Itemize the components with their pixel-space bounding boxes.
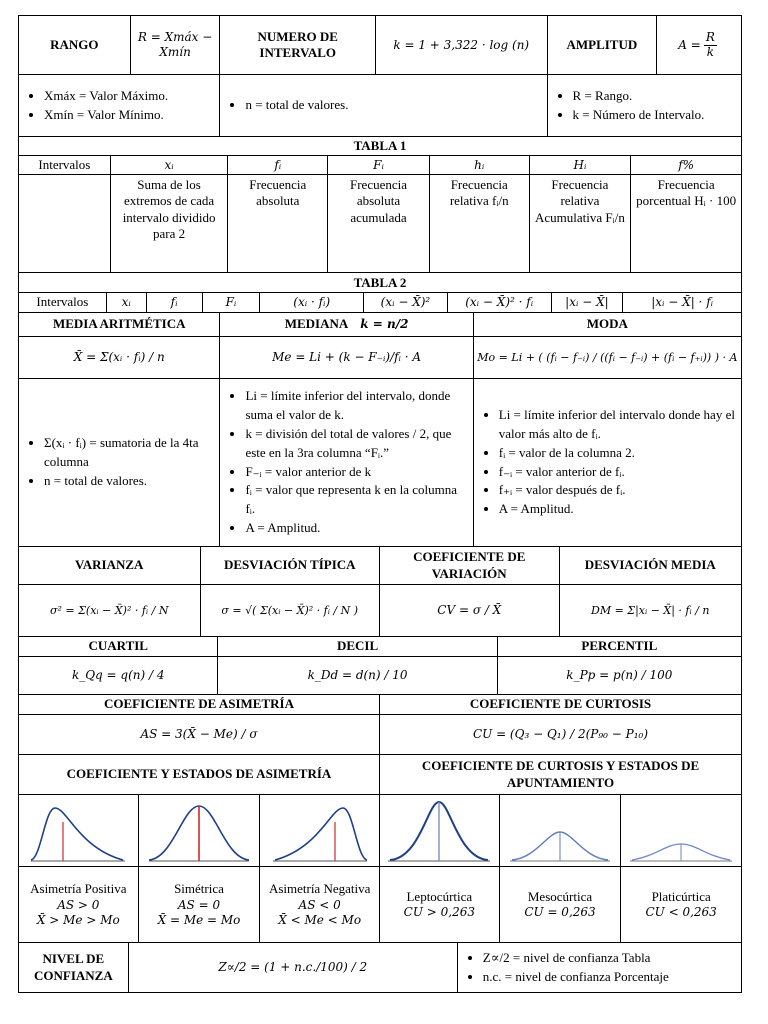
desviacion-formula: σ = √( Σ(xᵢ − X̄)² · fᵢ / N ) [201, 585, 381, 636]
dispersion-formula-row [18, 585, 742, 637]
desviacion-label: DESVIACIÓN TÍPICA [201, 547, 381, 584]
t1-d-fpct: Frecuencia porcentual Hᵢ · 100 [636, 177, 737, 209]
moda-label: MODA [586, 316, 628, 332]
curve-simetrica [139, 795, 261, 866]
confianza-def-2: • n.c. = nivel de confianza Porcentaje [483, 968, 669, 987]
central-title-row [18, 313, 742, 337]
moda-def-3: • f₋ᵢ = valor anterior de fᵢ. [499, 463, 738, 482]
decil-formula: k_Dd = d(n) / 10 [218, 657, 497, 694]
central-defs-row [18, 379, 742, 547]
asimetria-formula: AS = 3(X̄ − Me) / σ [19, 715, 380, 754]
posicion-formula-row [18, 657, 742, 695]
estados-curt-label: COEFICIENTE DE CURTOSIS Y ESTADOS DE APUNTAMIENTO [421, 758, 700, 790]
curves-row [18, 795, 742, 867]
mediana-label-cell [220, 313, 473, 336]
t1-h-hi: hᵢ [430, 156, 530, 174]
t2-h-absdesvfi: |xᵢ − X̄| · fᵢ [651, 295, 714, 309]
curve-positiva [19, 795, 139, 866]
intervalo-label: NUMERO DE INTERVALO [220, 16, 376, 74]
varianza-formula: σ² = Σ(xᵢ − X̄)² · fᵢ / N [19, 585, 201, 636]
mediana-def-3: • F₋ᵢ = valor anterior de k [245, 463, 469, 482]
moda-def-1: • Li = límite inferior del intervalo donde hay el valor más alto de fᵢ. [499, 406, 738, 444]
estado-4-cond1: CU = 0,263 [524, 905, 596, 920]
defs-row [18, 75, 742, 137]
t1-h-Fi: Fᵢ [328, 156, 430, 174]
rango-defs [19, 75, 220, 136]
mediana-label: MEDIANA [284, 316, 349, 332]
amplitud-fraction [704, 31, 717, 58]
t1-h-intervalos: Intervalos [19, 156, 111, 174]
mediana-formula: Me = Li + (k − F₋ᵢ)/fᵢ · A [220, 337, 473, 378]
confianza-row [18, 943, 742, 993]
tabla1-desc-row [18, 175, 742, 273]
estado-1-cond2: X̄ = Me = Mo [157, 912, 241, 927]
t2-h-absdesv: |xᵢ − X̄| [552, 293, 624, 312]
mediana-def-1: • Li = límite inferior del intervalo, donde suma el valor de k. [245, 387, 469, 425]
t1-d-Hi: Frecuencia relativa Acumulativa Fᵢ/n [530, 175, 632, 272]
curve-plati [621, 795, 741, 866]
amplitud-formula [657, 16, 741, 74]
media-formula: X̄ = Σ(xᵢ · fᵢ) / n [19, 337, 220, 378]
dm-formula: DM = Σ|xᵢ − X̄| · fᵢ / n [591, 603, 710, 617]
estado-meso [500, 867, 622, 942]
estado-4-name: Mesocúrtica [527, 888, 593, 904]
estado-3-cond1: CU > 0,263 [403, 905, 475, 920]
estado-0-cond2: X̄ > Me > Mo [36, 912, 120, 927]
percentil-formula: k_Pp = p(n) / 100 [566, 668, 673, 682]
confianza-defs [458, 943, 741, 992]
t1-d-Fi: Frecuencia absoluta acumulada [328, 175, 430, 272]
def-n: • n = total de valores. [245, 96, 348, 115]
tabla2-header-row [18, 293, 742, 313]
moda-def-2: • fᵢ = valor de la columna 2. [499, 444, 738, 463]
asimetria-label: COEFICIENTE DE ASIMETRÍA [19, 695, 380, 714]
t1-d-intervalos [19, 175, 111, 272]
cv-formula: CV = σ / X̄ [380, 585, 560, 636]
amplitud-defs [548, 75, 741, 136]
negativa-curve-icon [265, 798, 375, 864]
tabla1-header-row [18, 156, 742, 175]
estado-2-name: Asimetría Negativa [268, 881, 371, 897]
t1-d-hi: Frecuencia relativa fᵢ/n [430, 175, 530, 272]
curtosis-label: COEFICIENTE DE CURTOSIS [469, 696, 652, 712]
dm-label: DESVIACIÓN MEDIA [584, 557, 716, 573]
mediana-def-2: • k = división del total de valores / 2, que este en la 3ra columna “Fᵢ.” [245, 425, 469, 463]
estado-2-cond1: AS < 0 [298, 897, 341, 912]
tabla1-title: TABLA 1 [18, 137, 742, 156]
posicion-title-row [18, 637, 742, 657]
central-formula-row [18, 337, 742, 379]
curtosis-formula: CU = (Q₃ − Q₁) / 2(P₉₀ − P₁₀) [472, 727, 649, 741]
decil-label: DECIL [218, 637, 497, 656]
estado-positiva [19, 867, 139, 942]
meso-curve-icon [504, 798, 616, 864]
def-xmax: • Xmáx = Valor Máximo. [44, 87, 168, 106]
forma-formula-row [18, 715, 742, 755]
media-defs [19, 379, 220, 546]
mediana-def-4: • fᵢ = valor que representa k en la columna fᵢ. [245, 481, 469, 519]
t1-h-Hi: Hᵢ [530, 156, 632, 174]
amplitud-num: R [705, 30, 715, 45]
estados-row [18, 867, 742, 943]
estado-1-name: Simétrica [174, 881, 224, 897]
estado-plati [621, 867, 741, 942]
moda-defs [474, 379, 741, 546]
estado-3-name: Leptocúrtica [406, 888, 473, 904]
formula-sheet [18, 15, 742, 993]
moda-def-5: • A = Amplitud. [499, 500, 738, 519]
cuartil-formula: k_Qq = q(n) / 4 [19, 657, 218, 694]
simetrica-curve-icon [143, 798, 255, 864]
amplitud-lhs: A = [678, 37, 701, 52]
curve-lepto [380, 795, 500, 866]
estado-5-name: Platicúrtica [651, 888, 711, 904]
estado-5-cond1: CU < 0,263 [645, 905, 717, 920]
t2-h-xi: xᵢ [107, 293, 147, 312]
intervalo-formula: k = 1 + 3,322 · log (n) [376, 16, 548, 74]
lepto-curve-icon [384, 798, 494, 864]
confianza-formula: Z∝/2 = (1 + n.c./100) / 2 [129, 943, 458, 992]
varianza-label: VARIANZA [19, 547, 201, 584]
moda-def-4: • f₊ᵢ = valor después de fᵢ. [499, 481, 738, 500]
dispersion-title-row [18, 547, 742, 585]
curve-negativa [260, 795, 380, 866]
estado-2-cond2: X̄ < Me < Mo [278, 912, 362, 927]
cv-label: COEFICIENTE DE VARIACIÓN [380, 547, 560, 584]
t2-h-fi: fᵢ [147, 293, 203, 312]
forma-title-row [18, 695, 742, 715]
t2-h-desv2fi: (xᵢ − X̄)² · fᵢ [448, 293, 552, 312]
t1-d-fi: Frecuencia absoluta [228, 175, 328, 272]
rango-label: RANGO [19, 16, 131, 74]
media-label: MEDIA ARITMÉTICA [19, 313, 220, 336]
t2-h-intervalos: Intervalos [19, 293, 107, 312]
estados-asim-label: COEFICIENTE Y ESTADOS DE ASIMETRÍA [19, 755, 380, 794]
estado-0-cond1: AS > 0 [57, 897, 100, 912]
tabla2-title: TABLA 2 [18, 273, 742, 293]
moda-formula: Mo = Li + ( (fᵢ − f₋ᵢ) / ((fᵢ − f₋ᵢ) + (fᵢ − f₊ᵢ)) ) · A [477, 350, 738, 364]
estado-simetrica [139, 867, 261, 942]
estado-1-cond1: AS = 0 [177, 897, 221, 912]
media-def-1: • Σ(xᵢ · fᵢ) = sumatoria de la 4ta columna [44, 434, 216, 472]
plati-curve-icon [626, 798, 736, 864]
intervalo-defs [220, 75, 547, 136]
t1-h-fi: fᵢ [228, 156, 328, 174]
amplitud-label: AMPLITUD [548, 16, 658, 74]
t1-h-fpct: f% [678, 157, 695, 172]
t1-h-xi: xᵢ [111, 156, 229, 174]
media-def-2: • n = total de valores. [44, 472, 216, 491]
confianza-label: NIVEL DE CONFIANZA [19, 943, 129, 992]
mediana-def-5: • A = Amplitud. [245, 519, 469, 538]
percentil-label: PERCENTIL [581, 638, 658, 654]
mediana-defs [220, 379, 473, 546]
def-r: • R = Rango. [573, 87, 705, 106]
curve-meso [500, 795, 622, 866]
t2-h-xifi: (xᵢ · fᵢ) [260, 293, 364, 312]
t1-d-xi: Suma de los extremos de cada intervalo dividido para 2 [111, 175, 229, 272]
mediana-k: k = n/2 [360, 317, 409, 331]
amplitud-den: k [706, 44, 714, 59]
def-xmin: • Xmín = Valor Mínimo. [44, 106, 168, 125]
t2-h-Fi: Fᵢ [203, 293, 261, 312]
t2-h-desv2: (xᵢ − X̄)² [364, 293, 448, 312]
estado-negativa [260, 867, 380, 942]
cuartil-label: CUARTIL [19, 637, 218, 656]
rango-formula: R = Xmáx − Xmín [131, 16, 221, 74]
estado-lepto [380, 867, 500, 942]
estado-0-name: Asimetría Positiva [30, 881, 127, 897]
positiva-curve-icon [23, 798, 133, 864]
confianza-def-1: • Z∝/2 = nivel de confianza Tabla [483, 949, 669, 968]
header-row [18, 15, 742, 75]
estados-title-row [18, 755, 742, 795]
def-k: • k = Número de Intervalo. [573, 106, 705, 125]
